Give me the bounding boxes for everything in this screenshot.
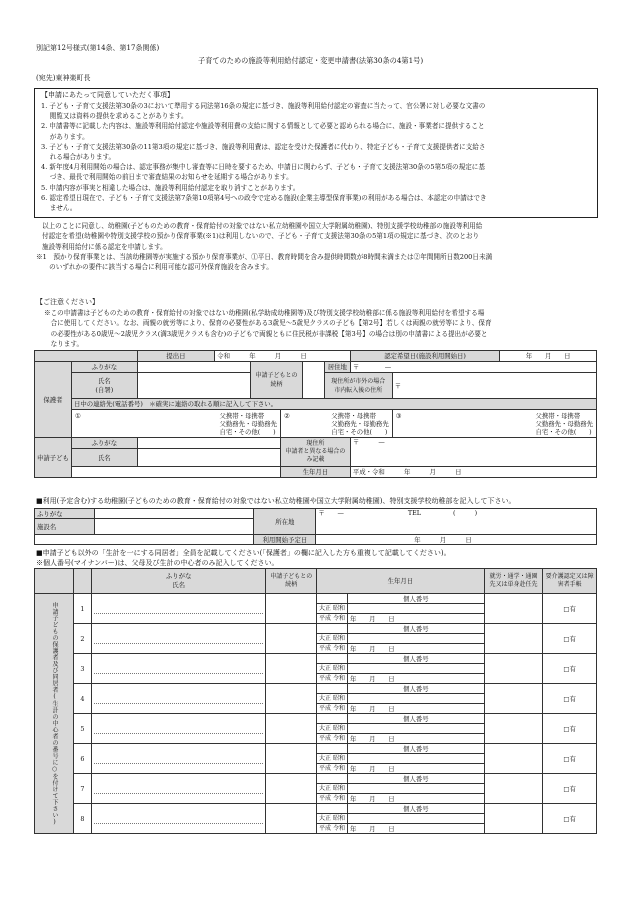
household-row-number[interactable]: 5 bbox=[74, 714, 92, 744]
name-sub-label: (自署) bbox=[95, 385, 114, 394]
household-relation-input[interactable] bbox=[266, 774, 317, 804]
col-birth-header: 生年月日 bbox=[317, 569, 485, 594]
era-options-2: 平成 令和 bbox=[317, 614, 348, 624]
era-options-1: 大正 昭和 bbox=[317, 634, 348, 644]
postal-dash: — bbox=[378, 438, 385, 446]
form-title: 子育てのための施設等利用給付認定・変更申請書(法第30条の4第1号) bbox=[198, 56, 424, 65]
household-work-input[interactable] bbox=[484, 804, 542, 834]
household-birth-input[interactable] bbox=[347, 674, 484, 684]
guardian-name-label bbox=[71, 373, 137, 399]
child-furigana-input[interactable] bbox=[137, 438, 280, 449]
consent-item: があります。 bbox=[41, 132, 89, 141]
child-diff-label: 申請者と異なる場合のみ記載 bbox=[285, 448, 346, 463]
household-birth-input[interactable] bbox=[347, 614, 484, 624]
outside-sub-label: 市内転入後の住所 bbox=[334, 386, 383, 394]
day-label: 日 bbox=[564, 352, 571, 360]
tel-paren: ( ) bbox=[452, 509, 478, 517]
ymd-label: 年 月 日 bbox=[349, 644, 395, 653]
guardian-label: 保護者 bbox=[35, 362, 72, 438]
household-furigana-line bbox=[94, 633, 264, 644]
submit-date-label: 提出日 bbox=[137, 351, 215, 362]
col-care-header: 要介護認定又は障害者手帳 bbox=[543, 569, 597, 594]
month-label: 月 bbox=[439, 535, 447, 544]
household-row-number[interactable]: 3 bbox=[74, 654, 92, 684]
relation-label: 申請子どもとの続柄 bbox=[251, 362, 303, 399]
guardian-furigana-input[interactable] bbox=[137, 362, 250, 373]
household-name-input[interactable] bbox=[91, 654, 266, 684]
consent-item: 4. 新年度4月利用開始の場合は、認定事務が集中し審査等に日時を要するため、申請日に関わらず、子ども・子育て支援法第30条の5第5項の規定に基 bbox=[41, 163, 485, 172]
relation-input[interactable] bbox=[302, 362, 324, 399]
era-options-1: 大正 昭和 bbox=[317, 754, 348, 764]
household-row-number[interactable]: 4 bbox=[74, 684, 92, 714]
contact-options-1 bbox=[219, 412, 277, 436]
household-furigana-line bbox=[94, 723, 264, 734]
location-label: 所在地 bbox=[254, 509, 316, 535]
ymd-label: 年 月 日 bbox=[349, 764, 395, 773]
contact-number-2: ② bbox=[283, 411, 290, 420]
consent-box bbox=[34, 88, 598, 218]
ymd-label: 年 月 日 bbox=[349, 614, 395, 623]
household-work-input[interactable] bbox=[484, 714, 542, 744]
household-relation-input[interactable] bbox=[266, 654, 317, 684]
household-furigana-line bbox=[94, 783, 264, 794]
agreement-line: のいずれかの要件に該当する場合に利用可能な認可外保育施設を含みます。 bbox=[36, 263, 273, 272]
outside-address-input[interactable] bbox=[392, 373, 596, 399]
household-name-input[interactable] bbox=[91, 624, 266, 654]
ymd-label: 年 月 日 bbox=[349, 674, 395, 683]
household-work-input[interactable] bbox=[484, 624, 542, 654]
day-label: 日 bbox=[300, 352, 307, 360]
household-birth-input[interactable] bbox=[347, 794, 484, 804]
household-care-checkbox[interactable]: □有 bbox=[543, 774, 597, 804]
address-label: 居住地 bbox=[324, 362, 350, 373]
household-work-input[interactable] bbox=[484, 594, 542, 624]
contact-label: 日中の連絡先(電話番号) ＊確実に連絡の取れる順に記入して下さい。 bbox=[71, 399, 596, 410]
addressee: (宛先)東神楽町長 bbox=[36, 74, 91, 82]
child-name-input[interactable] bbox=[137, 449, 280, 467]
household-work-input[interactable] bbox=[484, 654, 542, 684]
household-row-number[interactable]: 7 bbox=[74, 774, 92, 804]
household-relation-input[interactable] bbox=[266, 684, 317, 714]
child-address-label bbox=[280, 438, 350, 467]
year-label: 年 bbox=[403, 468, 411, 476]
mynumber-input[interactable] bbox=[347, 664, 484, 674]
consent-item: 6. 認定希望日現在で、子ども・子育て支援法第7条第10項第4号への政令で定める施設(企業主導型保育事業)の利用がある場合は、本認定の申請はでき bbox=[41, 193, 487, 202]
child-name-label: 氏名 bbox=[71, 449, 137, 467]
ymd-label: 年 月 日 bbox=[349, 794, 395, 803]
era-options-2: 平成 令和 bbox=[317, 764, 348, 774]
postal-mark: 〒 bbox=[318, 509, 325, 517]
household-side-label: 申請子どもの保護者及び同居者(生計の中心者の番号に○を付けて下さい) bbox=[35, 594, 74, 834]
notice-line: ※この申請書は子どものための教育・保育給付の対象ではない幼稚園(私学助成幼稚園等)及び特別支援学校幼稚部に係る施設等利用給付を希望する場 bbox=[44, 309, 485, 317]
birth-era: 平成・令和 bbox=[352, 468, 385, 476]
household-heading: ■申請子ども以外の「生計を一にする同居者」全員を記載してください(「保護者」の欄に記入した方も重複して記載してください)。 bbox=[36, 549, 451, 557]
outside-label: 現住所が市外の場合 bbox=[331, 377, 386, 385]
household-name-input[interactable] bbox=[91, 774, 266, 804]
form-number: 別記第12号様式(第14条、第17条関係) bbox=[36, 44, 160, 52]
contact-opt-work: 父勤務先・母勤務先 bbox=[219, 419, 277, 428]
facility-name-input[interactable] bbox=[94, 519, 254, 535]
guardian-name-input[interactable] bbox=[137, 373, 250, 399]
notice-line: 合に使用してください。なお、両親の就労等により、保育の必要性がある3歳児〜5歳児クラスの子ども【第2号】若しくは両親の就労等により、保育 bbox=[44, 319, 492, 328]
postal-mark: 〒 bbox=[394, 381, 402, 390]
contact-opt-mobile: 父携帯・母携帯 bbox=[535, 411, 581, 420]
child-furigana-label: ふりがな bbox=[71, 438, 137, 449]
facility-heading: ■利用(予定含む)する幼稚園(子どものための教育・保育給付の対象ではない私立幼稚園や国立大学附属幼稚園)、特別支援学校幼稚部を記入して下さい。 bbox=[36, 497, 516, 505]
household-note: ※個人番号(マイナンバー)は、父母及び生計の中心者のみ記入してください。 bbox=[36, 559, 279, 567]
mynumber-label: 個人番号 bbox=[347, 744, 484, 754]
household-birth-input[interactable] bbox=[347, 734, 484, 744]
year-label: 年 bbox=[525, 352, 533, 360]
era-options-2: 平成 令和 bbox=[317, 734, 348, 744]
facility-furigana-label: ふりがな bbox=[35, 509, 95, 519]
postal-dash: — bbox=[384, 363, 392, 371]
consent-item: 閲覧又は資料の提供を求めることがあります。 bbox=[41, 112, 188, 121]
col-relation-header: 申請子どもとの続柄 bbox=[266, 569, 317, 594]
child-birth-label: 生年月日 bbox=[280, 467, 350, 478]
postal-mark: 〒 bbox=[352, 363, 360, 371]
child-current-label: 現住所 bbox=[306, 440, 325, 447]
consent-item: れる場合があります。 bbox=[41, 153, 116, 161]
postal-dash: — bbox=[337, 509, 344, 517]
mynumber-input[interactable] bbox=[347, 814, 484, 824]
household-row-number[interactable]: 1 bbox=[74, 594, 92, 624]
household-relation-input[interactable] bbox=[266, 624, 317, 654]
household-furigana-line bbox=[94, 693, 264, 704]
address-input[interactable] bbox=[350, 362, 596, 373]
household-care-checkbox[interactable]: □有 bbox=[543, 714, 597, 744]
agreement-line: ※1 預かり保育事業とは、当該幼稚園等が実施する預かり保育事業が、①平日、教育時間を含み提供時間数が8時間未満または②年間開所日数200日未満 bbox=[36, 252, 493, 261]
era-label: 令和 bbox=[217, 352, 231, 360]
household-care-checkbox[interactable]: □有 bbox=[543, 594, 597, 624]
household-birth-input[interactable] bbox=[347, 824, 484, 834]
household-care-checkbox[interactable]: □有 bbox=[543, 654, 597, 684]
name-label: 氏名 bbox=[97, 376, 111, 385]
agreement-line: 付認定を希望(幼稚園や特別支援学校の預かり保育事業(※1)は利用しないので、子ども・子育て支援法第30条の5第1項の規定に基づき、次のとおり bbox=[42, 232, 480, 241]
mynumber-input[interactable] bbox=[347, 634, 484, 644]
consent-item: ません。 bbox=[41, 204, 77, 212]
household-care-checkbox[interactable]: □有 bbox=[543, 744, 597, 774]
mynumber-label: 個人番号 bbox=[347, 654, 484, 664]
ymd-label: 年 月 日 bbox=[349, 734, 395, 743]
notice-heading: 【ご注意ください】 bbox=[36, 298, 99, 306]
consent-item: 3. 子ども・子育て支援法第30条の11第3項の規定に基づき、施設等利用費は、認定を受けた保護者に代わり、特定子ども・子育て支援提供者に支給さ bbox=[41, 142, 486, 151]
col-name: 氏名 bbox=[172, 581, 185, 589]
household-name-input[interactable] bbox=[91, 744, 266, 774]
year-label: 年 bbox=[249, 352, 256, 360]
household-furigana-line bbox=[94, 603, 264, 614]
consent-item: づき、最長で利用開始の前日まで審査結果のお知らせを延期する場合があります。 bbox=[41, 173, 293, 182]
postal-mark: 〒 bbox=[352, 438, 360, 446]
household-birth-input[interactable] bbox=[347, 704, 484, 714]
guardian-furigana-label: ふりがな bbox=[71, 362, 137, 373]
col-name-header bbox=[91, 569, 266, 594]
month-label: 月 bbox=[274, 352, 282, 360]
contact-2[interactable] bbox=[280, 410, 392, 438]
col-work-header: 就労・通学・通園先又は単身赴任先 bbox=[484, 569, 542, 594]
mynumber-label: 個人番号 bbox=[347, 714, 484, 724]
agreement-line: 施設等利用給付に係る認定を申請します。 bbox=[42, 242, 167, 251]
ymd-label: 年 月 日 bbox=[349, 824, 395, 833]
month-label: 月 bbox=[429, 468, 436, 476]
mynumber-label: 個人番号 bbox=[347, 804, 484, 814]
year-label: 年 bbox=[414, 535, 421, 544]
household-relation-input[interactable] bbox=[266, 744, 317, 774]
era-options-1: 大正 昭和 bbox=[317, 814, 348, 824]
facility-name-label: 施設名 bbox=[35, 519, 95, 535]
mynumber-label: 個人番号 bbox=[347, 684, 484, 694]
consent-item: 1. 子ども・子育て支援法第30条の3において準用する同法第16条の規定に基づき、施設等利用給付認定の審査に当たって、官公署に対し必要な文書の bbox=[41, 102, 486, 110]
household-name-input[interactable] bbox=[91, 804, 266, 834]
start-date-label: 利用開始予定日 bbox=[254, 535, 316, 545]
household-care-checkbox[interactable]: □有 bbox=[543, 624, 597, 654]
mynumber-label: 個人番号 bbox=[347, 594, 484, 604]
day-label: 日 bbox=[465, 535, 472, 544]
desired-date-label: 認定希望日(施設利用開始日) bbox=[350, 351, 499, 362]
month-label: 月 bbox=[544, 352, 552, 360]
outside-address-label bbox=[324, 373, 392, 399]
mynumber-label: 個人番号 bbox=[347, 624, 484, 634]
era-options-1: 大正 昭和 bbox=[317, 784, 348, 794]
era-options-2: 平成 令和 bbox=[317, 824, 348, 834]
day-label: 日 bbox=[455, 468, 462, 476]
notice-line: の必要性がある0歳児〜2歳児クラス(満3歳児クラスも含む)の子どもで両親ともに住民税が非課税【第3号】の場合は別の申請書による提出が必要と bbox=[44, 329, 488, 338]
agreement-line: 以上のことに同意し、幼稚園(子どものための教育・保育給付の対象ではない私立幼稚園や国立大学附属幼稚園)、特別支援学校幼稚部の施設等利用給 bbox=[42, 222, 483, 230]
child-address-input[interactable] bbox=[350, 438, 596, 467]
household-work-input[interactable] bbox=[484, 774, 542, 804]
contact-opt-home: 自宅・その他( ) bbox=[331, 427, 388, 436]
era-options-1: 大正 昭和 bbox=[317, 604, 348, 614]
era-options-1: 大正 昭和 bbox=[317, 724, 348, 734]
contact-opt-work: 父勤務先・母勤務先 bbox=[331, 419, 389, 428]
household-work-input[interactable] bbox=[484, 684, 542, 714]
household-birth-input[interactable] bbox=[347, 764, 484, 774]
contact-opt-work: 父勤務先・母勤務先 bbox=[535, 419, 593, 428]
location-input[interactable] bbox=[316, 509, 597, 535]
household-birth-input[interactable] bbox=[347, 644, 484, 654]
tel-label: TEL bbox=[407, 509, 421, 517]
start-date-input[interactable] bbox=[316, 535, 597, 545]
contact-number-3: ③ bbox=[395, 411, 402, 420]
household-relation-input[interactable] bbox=[266, 804, 317, 834]
era-options-2: 平成 令和 bbox=[317, 644, 348, 654]
household-row-number[interactable]: 8 bbox=[74, 804, 92, 834]
ymd-label: 年 月 日 bbox=[349, 704, 395, 713]
era-options-2: 平成 令和 bbox=[317, 704, 348, 714]
mynumber-input[interactable] bbox=[347, 754, 484, 764]
era-options-2: 平成 令和 bbox=[317, 794, 348, 804]
notice-line: なります。 bbox=[44, 339, 84, 348]
household-row-number[interactable]: 2 bbox=[74, 624, 92, 654]
household-table bbox=[34, 568, 597, 834]
contact-options-2 bbox=[331, 412, 389, 436]
era-options-2: 平成 令和 bbox=[317, 674, 348, 684]
household-care-checkbox[interactable]: □有 bbox=[543, 684, 597, 714]
household-furigana-line bbox=[94, 753, 264, 764]
consent-item: 2. 申請書等に記載した内容は、施設等利用給付認定や施設等利用費の支給に関する情報として必要と認められる場合に、施設・事業者に提供すること bbox=[41, 122, 485, 131]
contact-number-1: ① bbox=[74, 411, 81, 420]
era-options-1: 大正 昭和 bbox=[317, 664, 348, 674]
contact-options-3 bbox=[535, 412, 593, 436]
household-row-number[interactable]: 6 bbox=[74, 744, 92, 774]
contact-opt-home: 自宅・その他( ) bbox=[219, 427, 276, 436]
contact-opt-mobile: 父携帯・母携帯 bbox=[219, 411, 265, 420]
household-work-input[interactable] bbox=[484, 744, 542, 774]
contact-opt-home: 自宅・その他( ) bbox=[535, 427, 592, 436]
contact-1[interactable] bbox=[71, 410, 280, 438]
contact-opt-mobile: 父携帯・母携帯 bbox=[331, 411, 376, 420]
household-care-checkbox[interactable]: □有 bbox=[543, 804, 597, 834]
household-name-input[interactable] bbox=[91, 594, 266, 624]
household-name-input[interactable] bbox=[91, 714, 266, 744]
desired-date-field[interactable] bbox=[500, 351, 597, 362]
household-furigana-line bbox=[94, 813, 264, 824]
submit-date-field[interactable] bbox=[215, 351, 351, 362]
facility-table bbox=[34, 508, 597, 545]
consent-heading: 【申請にあたって同意していただく事項】 bbox=[41, 91, 174, 99]
child-label: 申請子ども bbox=[35, 438, 72, 478]
facility-furigana-input[interactable] bbox=[94, 509, 254, 519]
consent-item: 5. 申請内容が事実と相違した場合は、施設等利用給付認定を取り消すことがあります。 bbox=[41, 183, 300, 192]
household-relation-input[interactable] bbox=[266, 594, 317, 624]
col-furigana: ふりがな bbox=[165, 572, 192, 580]
child-birth-input[interactable] bbox=[350, 467, 596, 478]
applicant-table bbox=[34, 350, 597, 478]
era-options-1: 大正 昭和 bbox=[317, 694, 348, 704]
household-furigana-line bbox=[94, 663, 264, 674]
household-relation-input[interactable] bbox=[266, 714, 317, 744]
mynumber-input[interactable] bbox=[347, 784, 484, 794]
mynumber-label: 個人番号 bbox=[347, 774, 484, 784]
household-name-input[interactable] bbox=[91, 684, 266, 714]
mynumber-input[interactable] bbox=[347, 604, 484, 614]
mynumber-input[interactable] bbox=[347, 694, 484, 704]
mynumber-input[interactable] bbox=[347, 724, 484, 734]
contact-3[interactable] bbox=[392, 410, 596, 438]
